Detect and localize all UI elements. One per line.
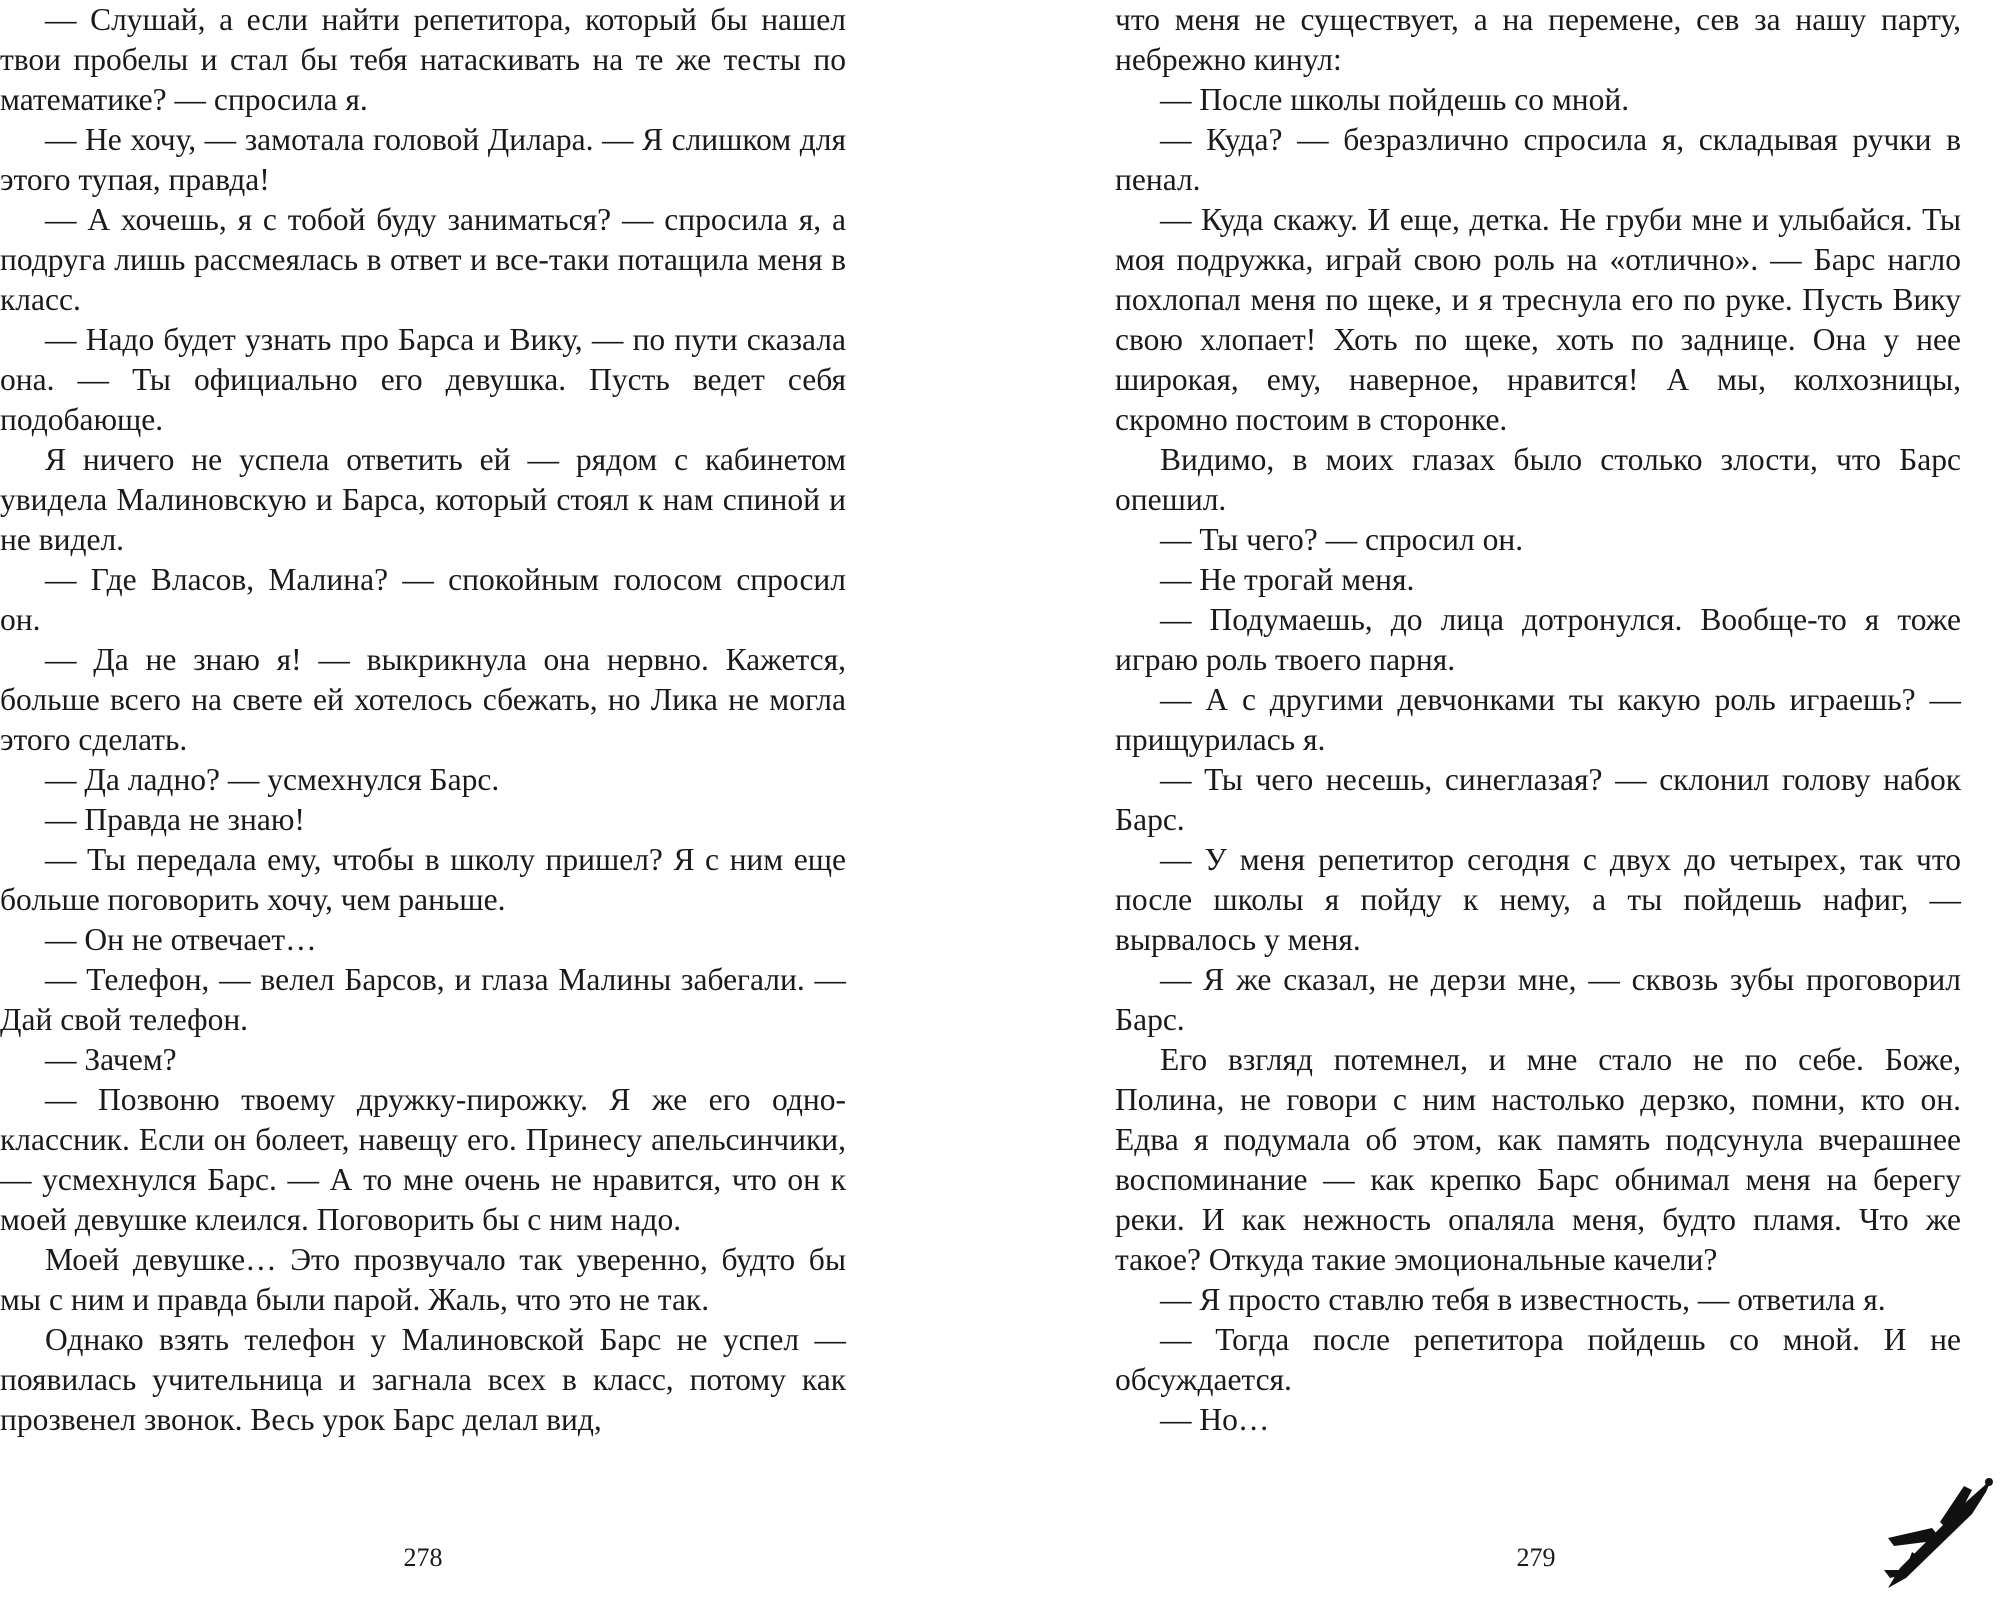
page-number-left: 278 bbox=[403, 1543, 443, 1572]
paragraph: — Позвоню твоему дружку-пирожку. Я же его одноклассник. Если он болеет, навещу его. Принесу апельсинчики, — усмехнулся Барс. — А то мне очень не нравится, что он к моей девушке клеился. Поговорить бы с ним надо. bbox=[0, 1082, 846, 1237]
page-number-right: 279 bbox=[1516, 1543, 1556, 1572]
paragraph: — Ты чего несешь, синеглазая? — склонил голову набок Барс. bbox=[1115, 762, 1961, 837]
paragraph: Его взгляд потемнел, и мне стало не по себе. Боже, Полина, не говори с ним настолько дерзко, помни, кто он. Едва я подумала об этом, как память подсунула вчерашнее воспоминание — как крепко Барс обнимал меня на берегу реки. И как нежность опаляла меня, будто пламя. Что же такое? Откуда такие эмоциональные качели? bbox=[1115, 1042, 1961, 1277]
paragraph: — Подумаешь, до лица дотронулся. Вообще-то я тоже играю роль твоего парня. bbox=[1115, 602, 1961, 677]
paragraph: — Зачем? bbox=[45, 1042, 177, 1077]
paragraph: — Я просто ставлю тебя в известность, — ответила я. bbox=[1160, 1282, 1886, 1317]
left-page-text bbox=[0, 0, 846, 1440]
paragraph: — Ты чего? — спросил он. bbox=[1160, 522, 1524, 557]
paragraph: — Не хочу, — замотала головой Дилара. — Я слишком для этого тупая, правда! bbox=[0, 122, 846, 197]
paragraph: — Я же сказал, не дерзи мне, — сквозь зубы проговорил Барс. bbox=[1115, 962, 1961, 1037]
right-page bbox=[1115, 0, 1961, 1440]
paragraph: — Ты передала ему, чтобы в школу пришел? Я с ним еще больше поговорить хочу, чем раньше. bbox=[0, 842, 846, 917]
paragraph: — Тогда после репетитора пойдешь со мной. И не обсуждается. bbox=[1115, 1322, 1961, 1397]
paragraph: Я ничего не успела ответить ей — рядом с кабинетом увидела Малиновскую и Барса, который стоял к нам спиной и не видел. bbox=[0, 442, 846, 557]
paragraph: — Да не знаю я! — выкрикнула она нервно. Кажется, больше всего на свете ей хотелось сбежать, но Лика не могла этого сделать. bbox=[0, 642, 846, 757]
airplane-icon bbox=[1880, 1470, 2000, 1600]
paragraph: — А хочешь, я с тобой буду заниматься? — спросила я, а подруга лишь рассмеялась в ответ и все-таки потащила меня в класс. bbox=[0, 202, 846, 317]
paragraph: — Но… bbox=[1160, 1402, 1270, 1437]
paragraph: — После школы пойдешь со мной. bbox=[1160, 82, 1630, 117]
paragraph: — Да ладно? — усмехнулся Барс. bbox=[45, 762, 500, 797]
paragraph: — Правда не знаю! bbox=[45, 802, 305, 837]
paragraph: Моей девушке… Это прозвучало так уверенно, будто бы мы с ним и правда были парой. Жаль, что это не так. bbox=[0, 1242, 846, 1317]
paragraph: — А с другими девчонками ты какую роль играешь? — прищурилась я. bbox=[1115, 682, 1961, 757]
paragraph: — Куда? — безразлично спросила я, складывая ручки в пенал. bbox=[1115, 122, 1961, 197]
paragraph: — Он не отвечает… bbox=[45, 922, 317, 957]
paragraph: — Слушай, а если найти репетитора, который бы нашел твои пробелы и стал бы тебя натаскивать на те же тесты по математике? — спросила я. bbox=[0, 2, 846, 117]
paragraph: — Куда скажу. И еще, детка. Не груби мне и улыбайся. Ты моя подружка, играй свою роль на «отлично». — Барс нагло похлопал меня по щеке, и я треснула его по руке. Пусть Вику свою хлопает! Хоть по щеке, хоть по заднице. Она у нее широкая, ему, наверное, нравится! А мы, колхозницы, скромно постоим в сторонке. bbox=[1115, 202, 1961, 437]
continued-paragraph: что меня не существует, а на перемене, сев за нашу парту, небрежно кинул: bbox=[1115, 2, 1961, 77]
paragraph: — У меня репетитор сегодня с двух до четырех, так что после школы я пойду к нему, а ты пойдешь нафиг, — вырвалось у меня. bbox=[1115, 842, 1961, 957]
right-page-text bbox=[1115, 0, 1961, 1440]
paragraph: — Не трогай меня. bbox=[1160, 562, 1415, 597]
paragraph: Однако взять телефон у Малиновской Барс не успел — появилась учительница и загнала всех в класс, потому как прозвенел звонок. Весь урок Барс делал вид, bbox=[0, 1322, 846, 1437]
paragraph: — Надо будет узнать про Барса и Вику, — по пути сказала она. — Ты официально его девушка. Пусть ведет себя подобающе. bbox=[0, 322, 846, 437]
left-page bbox=[0, 0, 846, 1440]
paragraph: — Телефон, — велел Барсов, и глаза Малины забегали. — Дай свой телефон. bbox=[0, 962, 846, 1037]
paragraph: Видимо, в моих глазах было столько злости, что Барс опешил. bbox=[1115, 442, 1961, 517]
paragraph: — Где Власов, Малина? — спокойным голосом спросил он. bbox=[0, 562, 846, 637]
